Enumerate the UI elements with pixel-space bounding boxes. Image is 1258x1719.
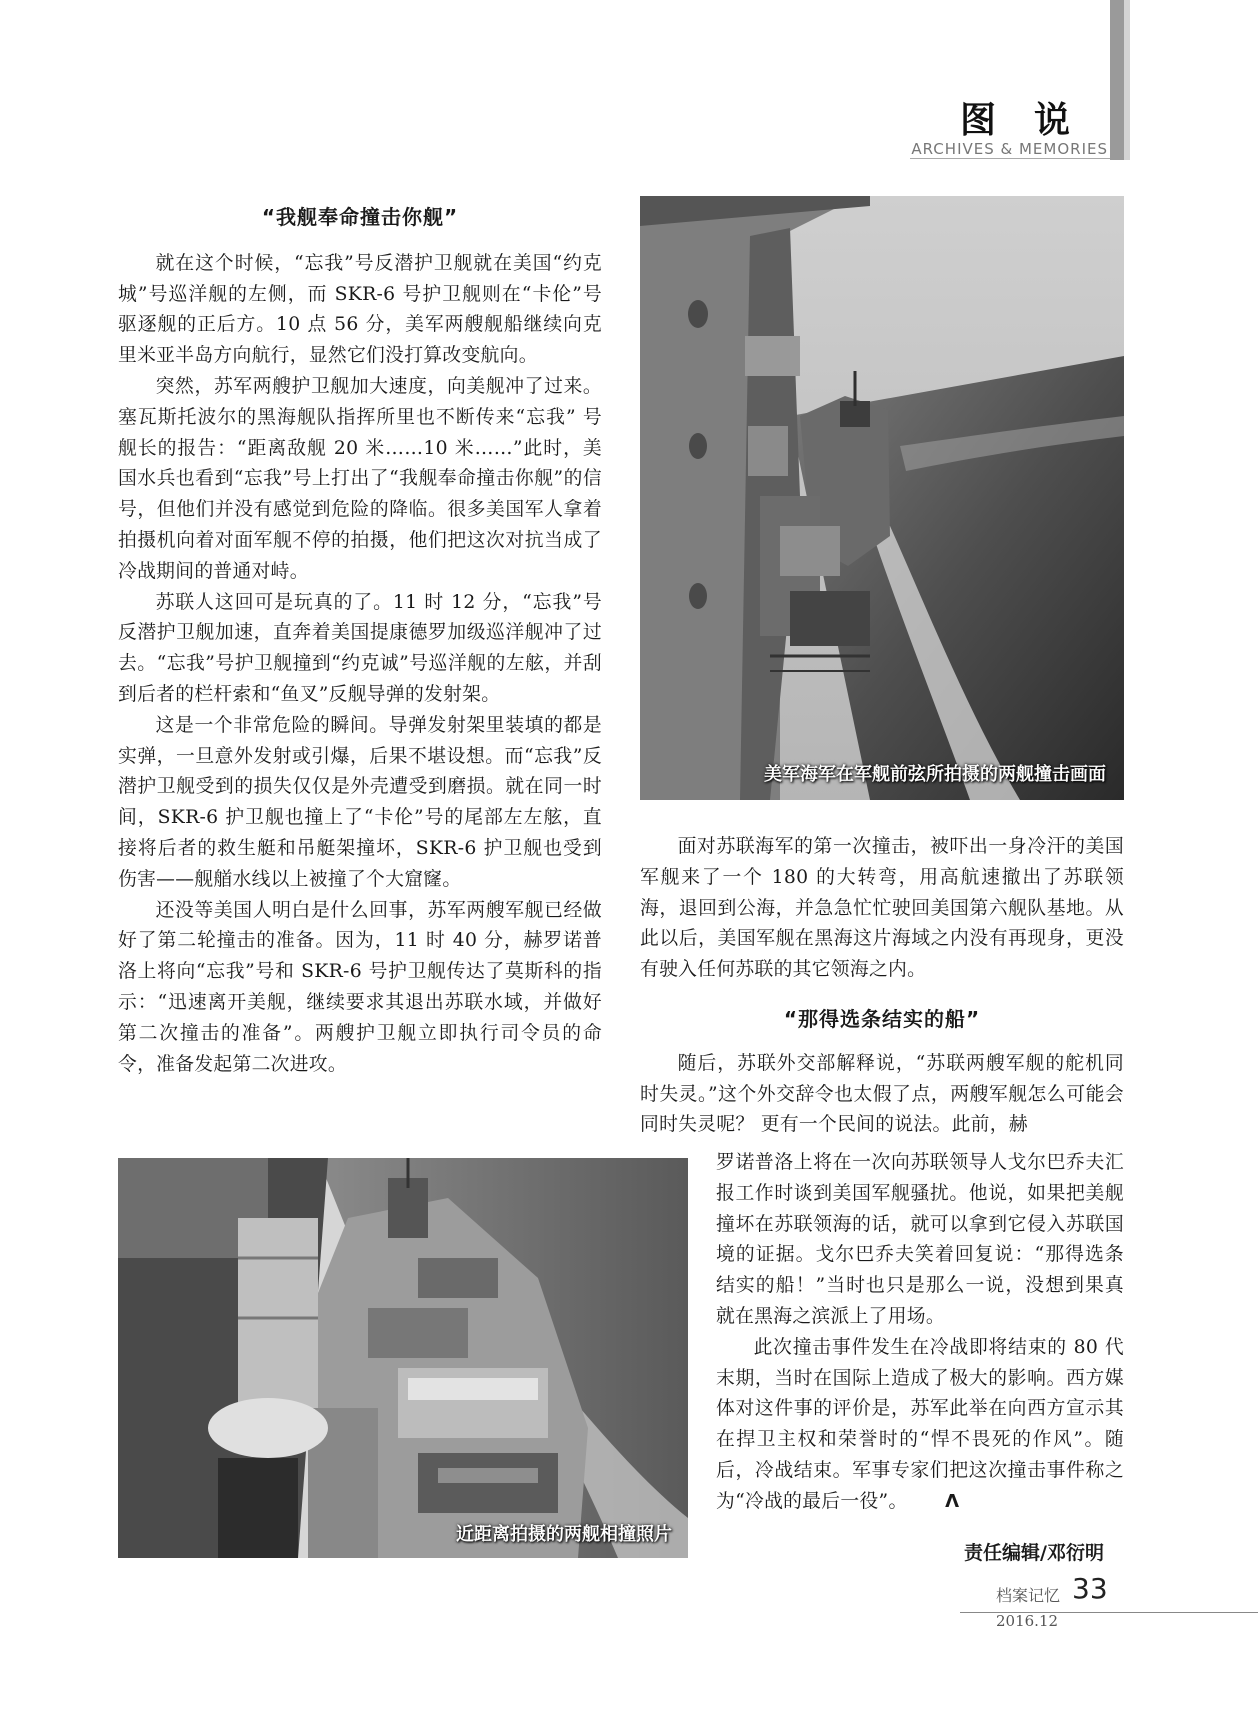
header-accent-bar-light: [1124, 0, 1130, 160]
end-mark-icon: Λ: [945, 1490, 960, 1512]
photo-ship-collision-bow: [640, 196, 1124, 800]
paragraph: 随后，苏联外交部解释说，“苏联两艘军舰的舵机同时失灵。”这个外交辞令也太假了点，两艘军舰怎么可能会同时失灵呢？ 更有一个民间的说法。此前，赫: [640, 1052, 1124, 1136]
paragraph: [716, 1333, 1124, 1518]
paragraph: 面对苏联海军的第一次撞击，被吓出一身冷汗的美国军舰来了一个 180 的大转弯，用高航速撤出了苏联领海，退回到公海，并急急忙忙驶回美国第六舰队基地。从此以后，美国军舰在黑海这片海域之内没有再现身，更没有驶入任何苏联的其它领海之内。: [640, 836, 1124, 981]
article-heading-1: “我舰奉命撞击你舰”: [261, 205, 459, 229]
paragraph: 这是一个非常危险的瞬间。导弹发射架里装填的都是实弹，一旦意外发射或引爆，后果不堪设想。而“忘我”反潜护卫舰受到的损失仅仅是外壳遭受到磨损。就在同一时间，SKR-6 护卫舰也撞上了“卡伦”号的尾部左左舷，直接将后者的救生艇和吊艇架撞坏，SKR-6 护卫舰也受到伤害——舰艏水线以上被撞了个大窟窿。: [118, 714, 602, 890]
paragraph: 苏联人这回可是玩真的了。11 时 12 分，“忘我”号反潜护卫舰加速，直奔着美国提康德罗加级巡洋舰冲了过去。“忘我”号护卫舰撞到“约克诚”号巡洋舰的左舷，并刮到后者的栏杆索和“鱼叉”反舰导弹的发射架。: [118, 591, 602, 705]
right-column-upper: [640, 832, 1124, 1141]
editor-credit: 责任编辑/邓衍明: [964, 1542, 1104, 1564]
photo-ship-collision-closeup: [118, 1158, 688, 1558]
footer-magazine-name: 档案记忆: [996, 1586, 1061, 1605]
header-rule: [910, 158, 1110, 159]
page-number: 33: [1072, 1572, 1108, 1605]
paragraph-text: 此次撞击事件发生在冷战即将结束的 80 代末期，当时在国际上造成了极大的影响。西方媒体对这件事的评价是，苏军此举在向西方宣示其在捍卫主权和荣誉时的“悍不畏死的作风”。随后，冷战结束。军事专家们把这次撞击事件称之为“冷战的最后一役”。: [716, 1336, 1124, 1512]
paragraph: 还没等美国人明白是什么回事，苏军两艘军舰已经做好了第二轮撞击的准备。因为，11 时 40 分，赫罗诺普洛上将向“忘我”号和 SKR-6 号护卫舰传达了莫斯科的指示：“迅速离开美舰，继续要求其退出苏联水域，并做好第二次撞击的准备”。两艘护卫舰立即执行司令员的命令，准备发起第二次进攻。: [118, 899, 602, 1075]
photo-ship-collision-closeup-image: [118, 1158, 688, 1558]
paragraph: 罗诺普洛上将在一次向苏联领导人戈尔巴乔夫汇报工作时谈到美国军舰骚扰。他说，如果把美舰撞坏在苏联领海的话，就可以拿到它侵入苏联国境的证据。戈尔巴乔夫笑着回复说：“那得选条结实的船！”当时也只是那么一说，没想到果真就在黑海之滨派上了用场。: [716, 1152, 1124, 1327]
header-accent-bar: [1110, 0, 1124, 160]
section-title: 图说: [959, 99, 1108, 141]
photo-ship-collision-bow-image: [640, 196, 1124, 800]
paragraph: 突然，苏军两艘护卫舰加大速度，向美舰冲了过来。塞瓦斯托波尔的黑海舰队指挥所里也不断传来“忘我” 号舰长的报告：“距离敌舰 20 米……10 米……”此时，美国水兵也看到“忘我”号上打出了“我舰奉命撞击你舰”的信号，但他们并没有感觉到危险的降临。很多美国军人拿着拍摄机向着对面军舰不停的拍摄，他们把这次对抗当成了冷战期间的普通对峙。: [118, 375, 602, 582]
left-column: [118, 202, 602, 1080]
photo-caption: 近距离拍摄的两舰相撞照片: [456, 1524, 672, 1545]
paragraph: 就在这个时候，“忘我”号反潜护卫舰就在美国“约克城”号巡洋舰的左侧，而 SKR-6 号护卫舰则在“卡伦”号驱逐舰的正后方。10 点 56 分，美军两艘舰船继续向克里米亚半岛方向航行，显然它们没打算改变航向。: [118, 252, 602, 367]
issue-date: 2016.12: [996, 1612, 1059, 1630]
section-subtitle: ARCHIVES & MEMORIES: [911, 140, 1108, 158]
photo-caption: 美军海军在军舰前弦所拍摄的两舰撞击画面: [764, 764, 1106, 785]
right-column-lower: [716, 1148, 1124, 1518]
article-heading-2: “那得选条结实的船”: [783, 1006, 981, 1031]
